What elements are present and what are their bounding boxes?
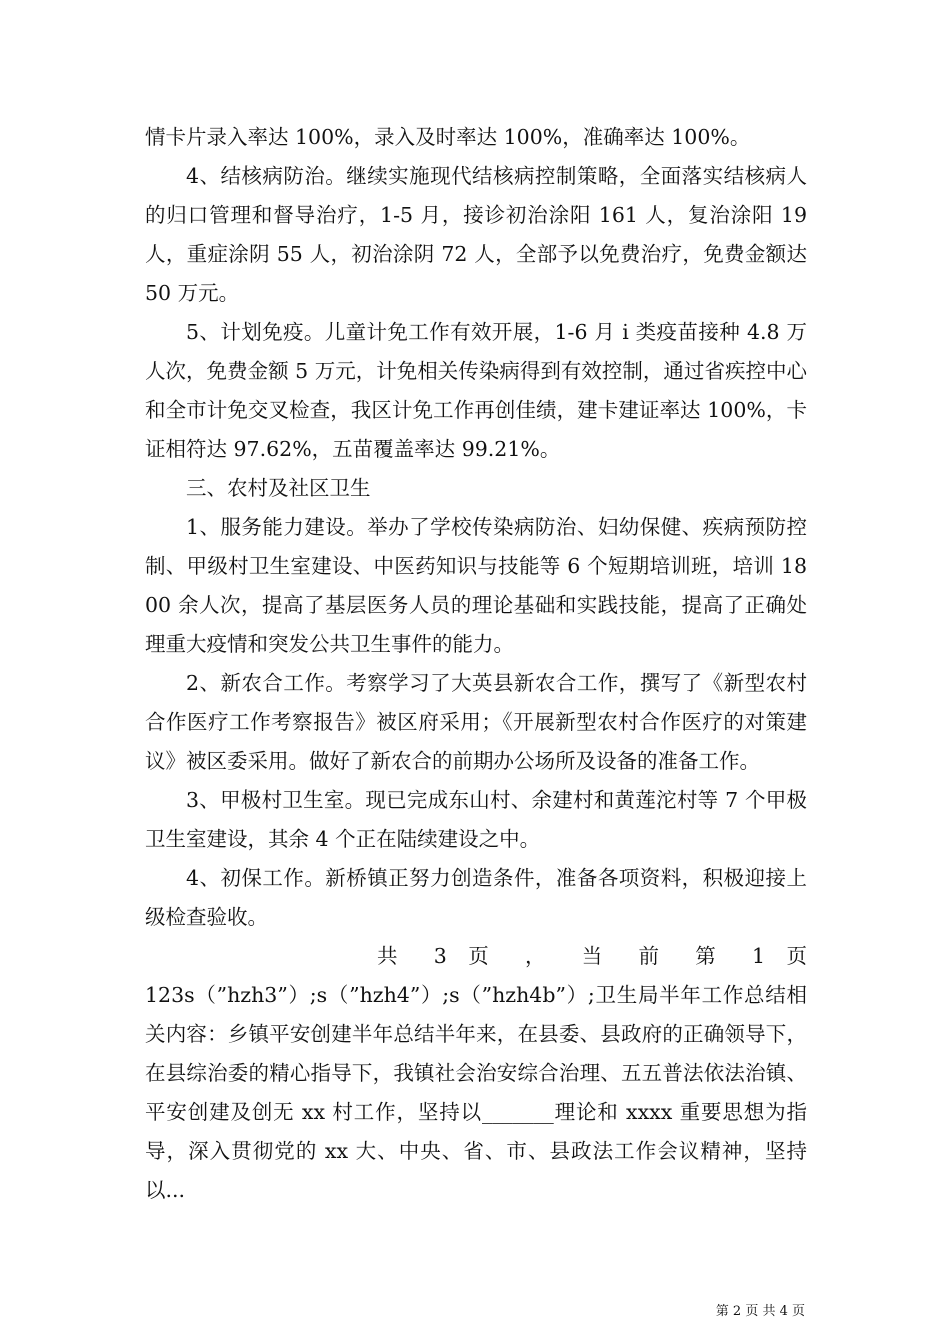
paragraph-immunization: 5、计划免疫。儿童计免工作有效开展，1-6 月 i 类疫苗接种 4.8 万人次，免费金额 5 万元，计免相关传染病得到有效控制，通过省疾控中心和全市计免交叉检查，我区计免工作再创佳绩，建卡建证率达 100%，卡证相符达 97.62%，五苗覆盖率达 99.21%。: [145, 320, 807, 461]
page-indicator: 第 2 页 共 4 页: [715, 1304, 805, 1319]
paragraph-cooperative-medical: 2、新农合工作。考察学习了大英县新农合工作，撰写了《新型农村合作医疗工作考察报告》被区府采用；《开展新型农村合作医疗的对策建议》被区委采用。做好了新农合的前期办公场所及设备的准备工作。: [145, 671, 807, 773]
related-content: 123s（”hzh3”）;s（”hzh4”）;s（”hzh4b”）;卫生局半年工作总结相关内容：乡镇平安创建半年总结半年来，在县委、县政府的正确领导下，在县综治委的精心指导下，我镇社会治安综合治理、五五普法依法治镇、平安创建及创无 xx 村工作，坚持以_______理论和 xxxx 重要思想为指导，深入贯彻党的 xx 大、中央、省、市、县政法工作会议精神，坚持以...: [145, 983, 807, 1202]
paragraph-continuation: 情卡片录入率达 100%，录入及时率达 100%，准确率达 100%。: [145, 125, 751, 149]
paragraph-tuberculosis: 4、结核病防治。继续实施现代结核病控制策略，全面落实结核病人的归口管理和督导治疗，1-5 月，接诊初治涂阳 161 人，复治涂阳 19 人，重症涂阴 55 人，初治涂阴 72 人，全部予以免费治疗，免费金额达 50 万元。: [145, 164, 807, 305]
section-heading-rural-health: 三、农村及社区卫生: [186, 476, 371, 500]
document-body: [145, 118, 807, 1210]
paragraph-primary-care: 4、初保工作。新桥镇正努力创造条件，准备各项资料，积极迎接上级检查验收。: [145, 866, 807, 929]
paragraph-village-clinic: 3、甲极村卫生室。现已完成东山村、余建村和黄莲沱村等 7 个甲极卫生室建设，其余 4 个正在陆续建设之中。: [145, 788, 807, 851]
page-count-line: 共 3 页 ， 当 前 第 1 页: [377, 944, 807, 968]
paragraph-capacity-building: 1、服务能力建设。举办了学校传染病防治、妇幼保健、疾病预防控制、甲级村卫生室建设、中医药知识与技能等 6 个短期培训班，培训 1800 余人次，提高了基层医务人员的理论基础和实践技能，提高了正确处理重大疫情和突发公共卫生事件的能力。: [145, 515, 807, 656]
